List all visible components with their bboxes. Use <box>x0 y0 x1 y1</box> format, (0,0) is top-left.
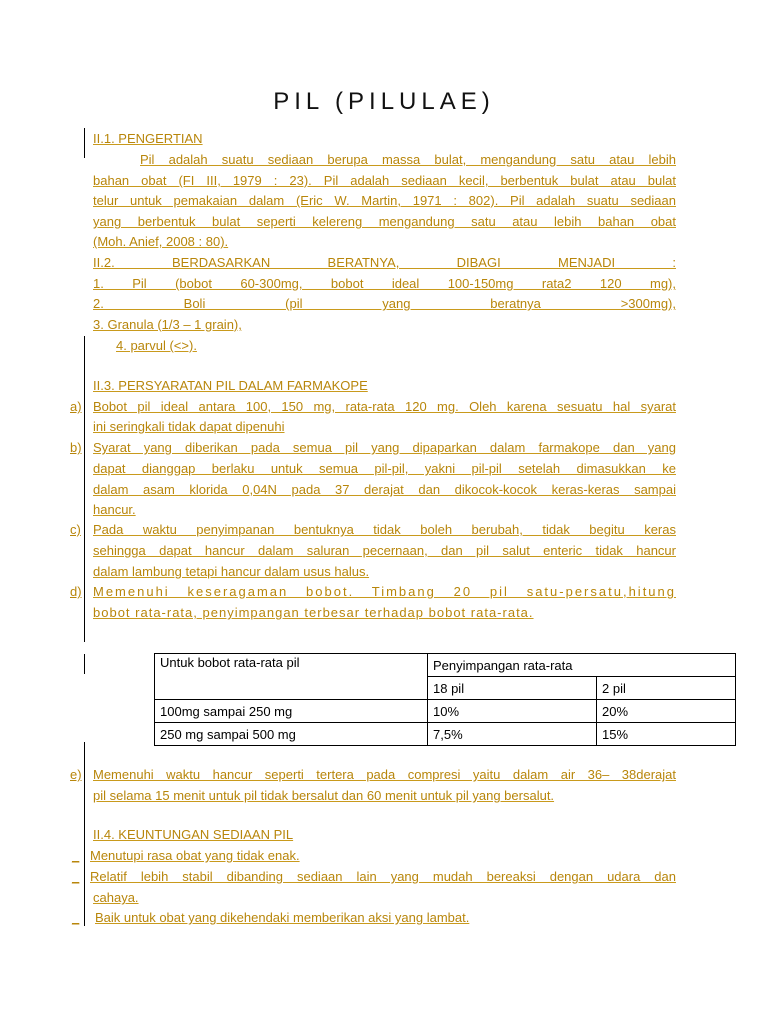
bullet-marker: _ <box>72 848 80 863</box>
list-item: 2. Boli (pil yang beratnya >300mg), <box>93 296 676 311</box>
item-marker-e: e) <box>70 767 82 782</box>
requirement-line: dalam lambung tetapi hancur dalam usus halus. <box>93 564 370 579</box>
margin-line-table <box>84 654 85 674</box>
section-heading-2: II.2. BERDASARKAN BERATNYA, DIBAGI MENJADI : <box>93 255 676 270</box>
item-marker-a: a) <box>70 399 82 414</box>
item-marker-b: b) <box>70 440 82 455</box>
requirement-line: hancur. <box>93 502 136 517</box>
table-cell: 7,5% <box>428 723 597 746</box>
table-header-cell: Penyimpangan rata-rata <box>428 654 736 677</box>
list-item: 1. Pil (bobot 60-300mg, bobot ideal 100-150mg rata2 120 mg), <box>93 276 676 291</box>
requirement-line: dapat dianggap berlaku untuk semua pil-pil, yakni pil-pil setelah dimasukkan ke <box>93 461 676 476</box>
section-heading-3: II.3. PERSYARATAN PIL DALAM FARMAKOPE <box>93 378 368 393</box>
section-heading-1: II.1. PENGERTIAN <box>93 131 203 146</box>
table-row <box>155 723 736 746</box>
table-cell: 100mg sampai 250 mg <box>155 700 428 723</box>
requirement-line: bobot rata-rata, penyimpangan terbesar terhadap bobot rata-rata. <box>93 605 534 620</box>
table-row <box>155 700 736 723</box>
requirement-line: Pada waktu penyimpanan bentuknya tidak boleh berubah, tidak begitu keras <box>93 522 676 537</box>
margin-line-lower <box>84 742 85 926</box>
requirement-line: ini seringkali tidak dapat dipenuhi <box>93 419 285 434</box>
advantage-line: Relatif lebih stabil dibanding sediaan lain yang mudah bereaksi dengan udara dan <box>90 869 676 884</box>
advantage-line: Menutupi rasa obat yang tidak enak. <box>90 848 300 863</box>
paragraph-line: (Moh. Anief, 2008 : 80). <box>93 234 229 249</box>
paragraph-line: bahan obat (FI III, 1979 : 23). Pil adalah sediaan kecil, berbentuk bulat atau bulat <box>93 173 676 188</box>
requirement-line: pil selama 15 menit untuk pil tidak bersalut dan 60 menit untuk pil yang bersalut. <box>93 788 555 803</box>
requirement-line: dalam asam klorida 0,04N pada 37 derajat dan dikocok-kocok keras-keras sampai <box>93 482 676 497</box>
requirement-line: Memenuhi waktu hancur seperti tertera pada compresi yaitu dalam air 36– 38derajat <box>93 767 676 782</box>
paragraph-line: telur untuk pemakaian dalam (Eric W. Martin, 1971 : 802). Pil adalah suatu sediaan <box>93 193 676 208</box>
weight-deviation-table <box>154 653 736 746</box>
table-header-cell: Untuk bobot rata-rata pil <box>155 654 428 700</box>
table-cell: 15% <box>597 723 736 746</box>
list-item: 4. parvul (<>). <box>116 338 197 353</box>
table-cell: 10% <box>428 700 597 723</box>
requirement-line: Memenuhi keseragaman bobot. Timbang 20 pil satu-persatu,hitung <box>93 584 676 599</box>
section-heading-4: II.4. KEUNTUNGAN SEDIAAN PIL <box>93 827 294 842</box>
margin-line-main <box>84 336 85 642</box>
paragraph-line: yang berbentuk bulat seperti kelereng mengandung satu atau lebih bahan obat <box>93 214 676 229</box>
table-cell: 20% <box>597 700 736 723</box>
document-title: PIL (PILULAE) <box>273 88 495 115</box>
item-marker-c: c) <box>70 522 81 537</box>
item-marker-d: d) <box>70 584 82 599</box>
table-subheader-cell: 2 pil <box>597 677 736 700</box>
bullet-marker: _ <box>72 869 80 884</box>
margin-line-top <box>84 128 85 158</box>
bullet-marker: _ <box>72 910 80 925</box>
advantage-line: cahaya. <box>93 890 139 905</box>
table-subheader-cell: 18 pil <box>428 677 597 700</box>
list-item: 3. Granula (1/3 – 1 grain), <box>93 317 242 332</box>
advantage-line: Baik untuk obat yang dikehendaki memberikan aksi yang lambat. <box>95 910 470 925</box>
requirement-line: Bobot pil ideal antara 100, 150 mg, rata-rata 120 mg. Oleh karena sesuatu hal syarat <box>93 399 676 414</box>
table-row <box>155 654 736 677</box>
table-cell: 250 mg sampai 500 mg <box>155 723 428 746</box>
requirement-line: Syarat yang diberikan pada semua pil yang dipaparkan dalam farmakope dan yang <box>93 440 676 455</box>
paragraph-line: Pil adalah suatu sediaan berupa massa bulat, mengandung satu atau lebih <box>140 152 676 167</box>
requirement-line: sehingga dapat hancur dalam saluran pecernaan, dan pil salut enteric tidak hancur <box>93 543 676 558</box>
